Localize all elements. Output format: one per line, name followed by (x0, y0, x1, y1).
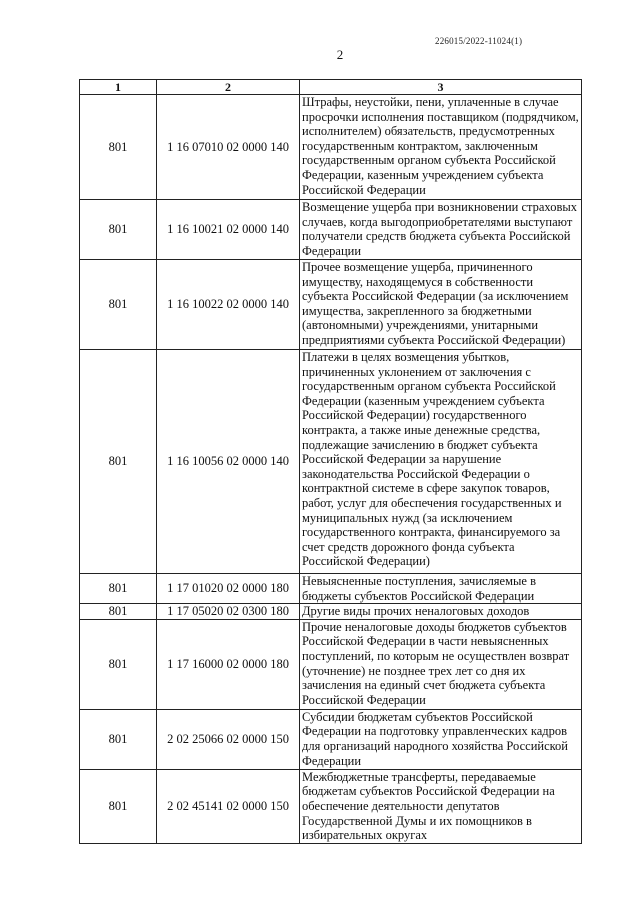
page-number: 2 (336, 47, 344, 62)
admin-code-cell: 801 (80, 350, 157, 574)
description-cell: Межбюджетные трансферты, передаваемые бюджетам субъектов Российской Федерации на обеспечение деятельности депутатов Государственной Думы и их помощников в избирательных округах (300, 769, 582, 843)
table-header-row (80, 80, 582, 95)
admin-code-cell: 801 (80, 619, 157, 709)
income-code-cell: 1 17 01020 02 0000 180 (157, 574, 300, 604)
table-row (80, 604, 582, 620)
description-cell: Штрафы, неустойки, пени, уплаченные в случае просрочки исполнения поставщиком (подрядчиком, исполнителем) обязательств, предусмотренных государственным контрактом, заключенным государственным органом субъекта Российской Федерации, казенным учреждением субъекта Российской Федерации (300, 95, 582, 200)
income-code-cell: 1 17 16000 02 0000 180 (157, 619, 300, 709)
income-code-cell: 1 16 10021 02 0000 140 (157, 200, 300, 260)
income-code-cell: 2 02 25066 02 0000 150 (157, 709, 300, 769)
admin-code-cell: 801 (80, 574, 157, 604)
table-row (80, 619, 582, 709)
admin-code-cell: 801 (80, 604, 157, 620)
column-header: 2 (157, 80, 300, 95)
table-row (80, 350, 582, 574)
document-number: 226015/2022-11024(1) (435, 36, 523, 46)
income-code-cell: 1 16 07010 02 0000 140 (157, 95, 300, 200)
description-cell: Прочие неналоговые доходы бюджетов субъектов Российской Федерации в части невыясненных поступлений, по которым не осуществлен возврат (уточнение) не позднее трех лет со дня их зачисления на единый счет бюджета субъекта Российской Федерации (300, 619, 582, 709)
column-header: 1 (80, 80, 157, 95)
admin-code-cell: 801 (80, 709, 157, 769)
description-cell: Прочее возмещение ущерба, причиненного имуществу, находящемуся в собственности субъекта Российской Федерации (за исключением имущества, закрепленного за бюджетными (автономными) учреждениями, унитарными предприятиями субъекта Российской Федерации) (300, 260, 582, 350)
admin-code-cell: 801 (80, 260, 157, 350)
description-cell: Субсидии бюджетам субъектов Российской Федерации на подготовку управленческих кадров для организаций народного хозяйства Российской Федерации (300, 709, 582, 769)
table-row (80, 200, 582, 260)
table-row (80, 574, 582, 604)
admin-code-cell: 801 (80, 200, 157, 260)
income-code-cell: 1 16 10022 02 0000 140 (157, 260, 300, 350)
income-code-cell: 2 02 45141 02 0000 150 (157, 769, 300, 843)
income-code-cell: 1 16 10056 02 0000 140 (157, 350, 300, 574)
table-row (80, 769, 582, 843)
description-cell: Другие виды прочих неналоговых доходов (300, 604, 582, 620)
table-row (80, 709, 582, 769)
table-row (80, 95, 582, 200)
admin-code-cell: 801 (80, 769, 157, 843)
admin-code-cell: 801 (80, 95, 157, 200)
budget-income-table (79, 79, 582, 844)
income-code-cell: 1 17 05020 02 0300 180 (157, 604, 300, 620)
description-cell: Возмещение ущерба при возникновении страховых случаев, когда выгодоприобретателями выступают получатели средств бюджета субъекта Российской Федерации (300, 200, 582, 260)
table-row (80, 260, 582, 350)
column-header: 3 (300, 80, 582, 95)
description-cell: Платежи в целях возмещения убытков, причиненных уклонением от заключения с государственным органом субъекта Российской Федерации (казенным учреждением субъекта Российской Федерации) государственного контракта, а также иные денежные средства, подлежащие зачислению в бюджет субъекта Российской Федерации за нарушение законодательства Российской Федерации о контрактной системе в сфере закупок товаров, работ, услуг для обеспечения государственных и муниципальных нужд (за исключением государственного контракта, финансируемого за счет средств дорожного фонда субъекта Российской Федерации) (300, 350, 582, 574)
description-cell: Невыясненные поступления, зачисляемые в бюджеты субъектов Российской Федерации (300, 574, 582, 604)
